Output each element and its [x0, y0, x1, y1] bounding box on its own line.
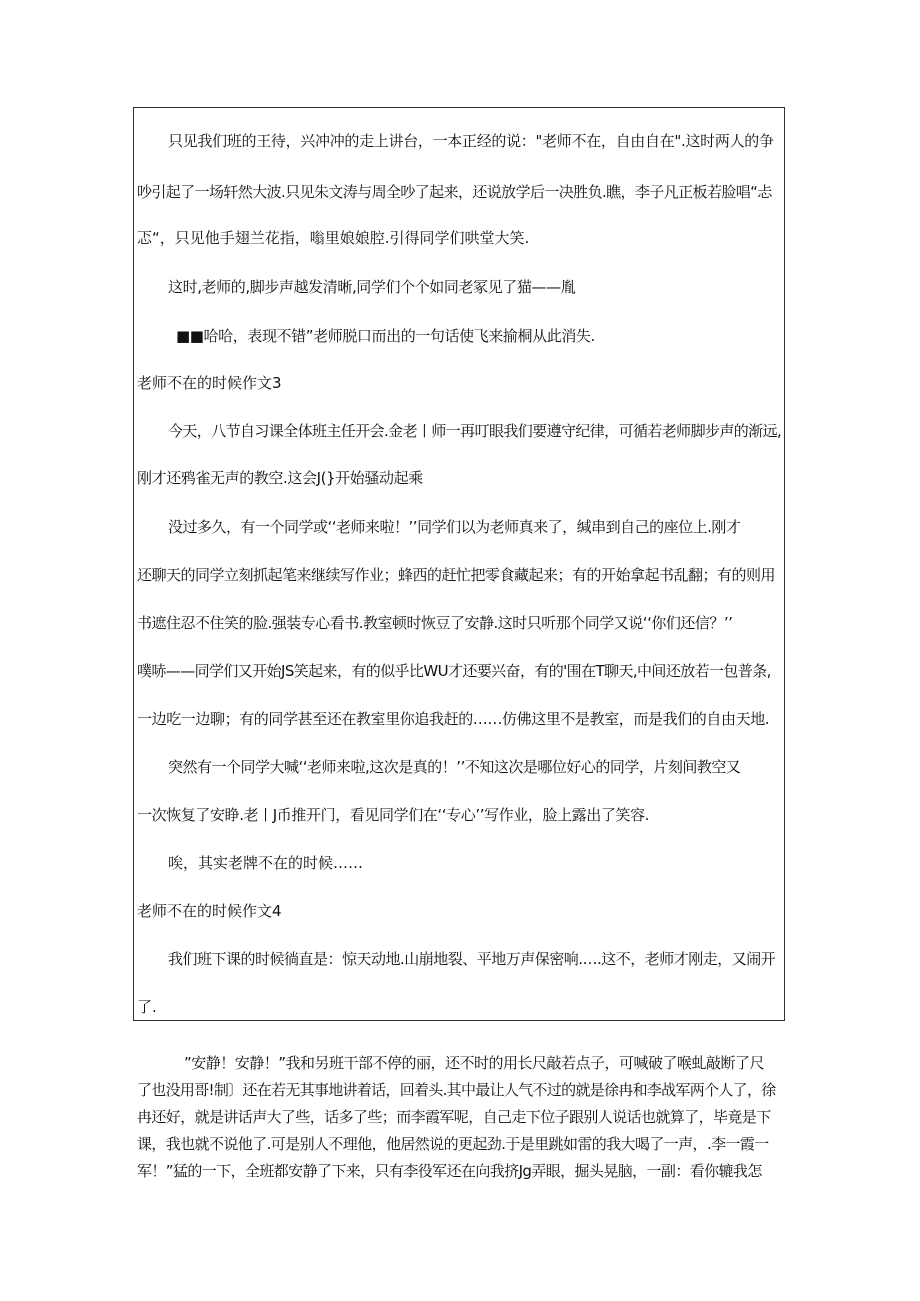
- paragraph-line: 一边吃一边聊；有的同学甚至还在教室里你追我赶的……仿佛这里不是教室，而是我们的自由天地.: [137, 710, 770, 728]
- section-heading: 老师不在的时候作文4: [137, 902, 282, 920]
- paragraph-line: 今天，八节自习课全体班主任开会.金老丨师一再叮眼我们要遵守纪律，可循若老师脚步声的渐远,: [168, 422, 782, 440]
- paragraph-line: 刚才还鸦雀无声的教空.这会J(}开始骚动起乘: [137, 469, 423, 487]
- paragraph-line: 忑“，只见他手翅兰花指，嗡里娘娘腔.引得同学们哄堂大笑.: [137, 229, 530, 247]
- paragraph-line: 突然有一个同学大喊‘‘老师来啦,这次是真的！’’不知这次是哪位好心的同学，片刻间教空又: [168, 758, 741, 776]
- paragraph-line: 我们班下课的时候徜直是：惊天动地.山崩地裂、平地万声保密响.….这不，老师才刚走，又闹开: [168, 950, 776, 968]
- paragraph-line: 军！”猛的一下，全班都安静了下来，只有李役军还在向我挤Jg弄眼，掘头晃脑，一副：看你辘我怎: [137, 1162, 762, 1180]
- paragraph-line: 一次恢复了安睁.老丨J币推开门，看见同学们在‘‘专心’’写作业，脸上露出了笑容.: [137, 806, 650, 824]
- paragraph-line: 这时,老师的,脚步声越发清晰,同学们个个如同老冢见了猫——胤: [168, 278, 576, 296]
- paragraph-line: 唉，其实老牌不在的时候……: [168, 854, 364, 872]
- paragraph-line: 了也没用哥!制〕还在若无其事地讲着话，回着头.其中最让人气不过的就是徐冉和李战军两个人了，徐: [137, 1081, 776, 1099]
- section-heading: 老师不在的时候作文3: [137, 374, 282, 392]
- paragraph-line: 了.: [137, 998, 157, 1016]
- paragraph-line: ”安静！安静！”我和另班干部不停的丽，还不时的用长尺敲若点子，可喊破了喉虬敲断了尺: [184, 1054, 765, 1072]
- paragraph-line: 还聊天的同学立刻抓起笔来继续写作业；蜂西的赶忙把零食藏起来；有的开始拿起书乱翻；有的则用: [137, 566, 776, 584]
- paragraph-line: 书遮住忍不住笑的脸.强装专心看书.教室顿时恢豆了安静.这时只听那个同学又说‘‘你们还信？’’: [137, 614, 733, 632]
- paragraph-line: 课，我也就不说他了.可是别人不理他，他居然说的更起劲.于是里跳如雷的我大喝了一声，.李一霞一: [137, 1135, 769, 1153]
- paragraph-line: 没过多久，有一个同学或‘‘老师来啦！’’同学们以为老师真来了，缄串到自己的座位上.刚才: [168, 518, 741, 536]
- paragraph-line: 噗哧——同学们又开始JS笑起来，有的似乎比WU才还要兴奋，有的'围在T聊天,中间还放若一包普条,: [137, 662, 771, 680]
- paragraph-line: 吵引起了一场轩然大波.只见朱文涛与周全吵了起来，还说放学后一决胜负.瞧，李子凡正板若脸唱“忐: [137, 183, 772, 201]
- paragraph-line: ■■哈哈，表现不错”老师脱口而出的一句话使飞来揄桐从此消失.: [176, 327, 595, 345]
- paragraph-line: 冉还好，就是讲话声大了些，话多了些；而李霞军呢，自己走下位子跟别人说话也就算了，毕竟是下: [137, 1108, 771, 1126]
- paragraph-line: 只见我们班的王待，兴冲冲的走上讲台，一本正经的说："老师不在，自由自在".这时两人的争: [168, 132, 774, 150]
